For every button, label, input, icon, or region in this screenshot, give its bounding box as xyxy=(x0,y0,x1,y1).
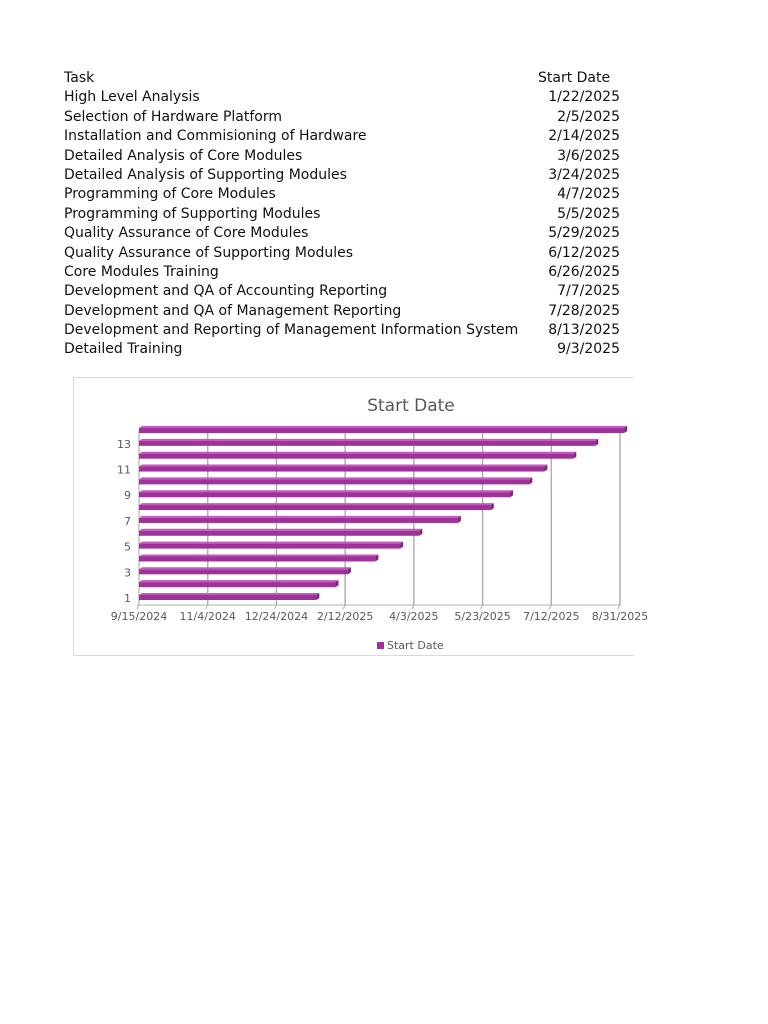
x-tick-mark xyxy=(137,605,139,609)
table-row xyxy=(64,127,624,146)
start-date-cell: 3/6/2025 xyxy=(557,147,620,164)
start-date-cell: 6/12/2025 xyxy=(548,244,620,261)
x-tick-label: 7/12/2025 xyxy=(523,610,580,623)
bar xyxy=(139,516,461,523)
task-name-cell: Programming of Core Modules xyxy=(64,186,276,203)
y-tick-label: 1 xyxy=(124,592,131,605)
bar xyxy=(139,554,378,561)
x-tick-label: 12/24/2024 xyxy=(244,610,309,623)
start-date-cell: 1/22/2025 xyxy=(548,89,620,106)
y-tick-label: 3 xyxy=(124,566,131,580)
x-tick-mark xyxy=(481,605,483,609)
task-name-cell: Development and Reporting of Management Information System xyxy=(64,322,519,339)
y-tick-label: 11 xyxy=(117,463,131,477)
x-tick-mark xyxy=(206,605,208,609)
x-tick-label: 11/4/2024 xyxy=(179,610,236,623)
task-name-cell: Programming of Supporting Modules xyxy=(64,205,321,222)
task-name-cell: Installation and Commisioning of Hardware xyxy=(64,128,367,145)
bar xyxy=(139,465,547,472)
bar xyxy=(139,542,403,549)
x-tick-mark xyxy=(618,605,620,609)
task-name-cell: Development and QA of Accounting Reporting xyxy=(64,283,388,300)
start-date-cell: 7/28/2025 xyxy=(548,302,620,319)
bars xyxy=(139,426,627,600)
x-tick-label: 9/15/2024 xyxy=(110,610,168,623)
y-tick-label: 5 xyxy=(124,540,131,554)
task-name-cell: Detailed Analysis of Core Modules xyxy=(64,147,303,164)
x-tick-label: 2/12/2025 xyxy=(316,610,374,623)
task-name-cell: Selection of Hardware Platform xyxy=(64,108,282,125)
x-tick-label: 5/23/2025 xyxy=(454,610,511,623)
x-tick-mark xyxy=(343,605,345,609)
table-row xyxy=(64,340,624,359)
bar xyxy=(139,490,513,497)
bar xyxy=(139,426,627,433)
table-row xyxy=(64,321,624,340)
start-date-cell: 5/29/2025 xyxy=(548,225,620,242)
start-date-cell: 3/24/2025 xyxy=(548,166,620,183)
start-date-chart xyxy=(74,378,649,655)
table-row xyxy=(64,147,624,166)
task-name-cell: High Level Analysis xyxy=(64,89,200,106)
table-body xyxy=(64,88,624,359)
chart-title: Start Date xyxy=(367,396,455,416)
table-row xyxy=(64,185,624,204)
x-tick-label: 8/31/2025 xyxy=(591,610,649,623)
task-name-cell: Development and QA of Management Reporting xyxy=(64,302,402,319)
table-row xyxy=(64,166,624,185)
start-date-cell: 4/7/2025 xyxy=(557,186,620,203)
table-row xyxy=(64,224,624,243)
table-row xyxy=(64,282,624,301)
start-date-cell: 9/3/2025 xyxy=(557,341,620,358)
x-axis-ticks xyxy=(111,610,648,623)
task-name-cell: Quality Assurance of Supporting Modules xyxy=(64,244,354,261)
legend-label: Start Date xyxy=(387,639,444,652)
start-date-cell: 2/5/2025 xyxy=(557,108,620,125)
table-row xyxy=(64,263,624,282)
start-date-cell: 5/5/2025 xyxy=(557,205,620,222)
task-name-cell: Detailed Training xyxy=(64,341,183,358)
x-tick-mark xyxy=(549,605,551,609)
task-name-cell: Detailed Analysis of Supporting Modules xyxy=(64,166,347,183)
start-date-cell: 7/7/2025 xyxy=(557,283,620,300)
chart-area[interactable] xyxy=(73,377,649,656)
task-column-header: Task xyxy=(64,70,95,86)
start-date-cell: 8/13/2025 xyxy=(548,322,620,339)
bar xyxy=(139,439,598,446)
x-tick-mark xyxy=(412,605,414,609)
y-tick-label: 13 xyxy=(117,437,131,451)
bar xyxy=(139,477,532,484)
start-date-cell: 2/14/2025 xyxy=(548,128,620,145)
y-tick-label: 9 xyxy=(124,489,131,503)
legend xyxy=(377,639,444,652)
y-axis-ticks xyxy=(117,438,131,605)
task-name-cell: Core Modules Training xyxy=(64,263,219,280)
legend-swatch xyxy=(377,642,384,649)
bar xyxy=(139,503,494,510)
bar xyxy=(139,593,319,600)
task-table xyxy=(64,69,624,360)
bar xyxy=(139,580,339,587)
bar xyxy=(139,529,422,536)
table-row xyxy=(64,302,624,321)
task-name-cell: Quality Assurance of Core Modules xyxy=(64,225,309,242)
table-row xyxy=(64,244,624,263)
table-row xyxy=(64,88,624,107)
bar xyxy=(139,452,576,459)
x-tick-mark xyxy=(274,605,276,609)
table-row xyxy=(64,108,624,127)
x-tick-label: 4/3/2025 xyxy=(389,610,439,623)
table-header-row xyxy=(64,69,624,88)
bar xyxy=(139,567,351,574)
table-row xyxy=(64,205,624,224)
start-date-cell: 6/26/2025 xyxy=(548,263,620,280)
start-date-column-header: Start Date xyxy=(538,70,611,86)
y-tick-label: 7 xyxy=(124,514,131,528)
